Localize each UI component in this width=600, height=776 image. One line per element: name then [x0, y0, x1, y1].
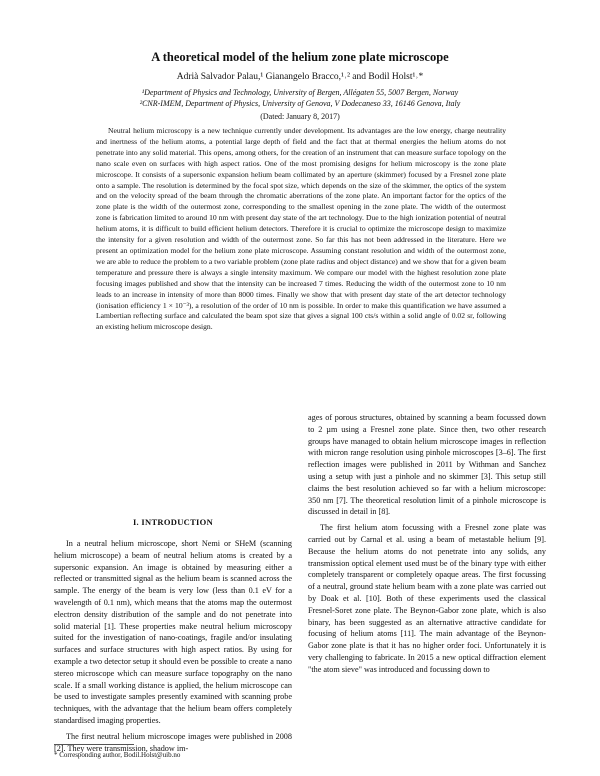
author-list: Adrià Salvador Palau,¹ Gianangelo Bracco,¹˒² and Bodil Holst¹˒* [176, 72, 424, 82]
paragraph: The first neutral helium microscope images were published in 2008 [2]. They were transmission, shadow im- [54, 731, 292, 753]
abstract: Neutral helium microscopy is a new technique currently under development. Its advantages are the low energy, charge neutrality and inertness of the helium atoms, a potential large depth of field and the fact that at thermal energies the helium atoms do not penetrate into any solid material. This opens, among others, for the creation of an instrument that can measure surface topology on the nano scale even on surfaces with high aspect ratios. One of the most promising designs for helium microscopy is the zone plate microscope. It consists of a supersonic expansion helium beam collimated by an aperture (skimmer) focused by a Fresnel zone plate onto a sample. The resolution is determined by the focal spot size, which depends on the size of the skimmer, the optics of the system and on the velocity spread of the beam through the chromatic aberrations of the zone plate. An important factor for the optics of the zone plate is the width of the outermost zone, corresponding to the smallest opening in the zone plate. The width of the outermost zone is fabrication limited to around 10 nm with present day state of the art technology. Due to the high ionization potential of neutral helium atoms, it is difficult to build efficient helium detectors. Therefore it is crucial to optimize the microscope design to maximize the intensity for a given resolution and width of the outermost zone. So far this has not been addressed in the literature. Here we present an optimization model for the helium zone plate microscope. Assuming constant resolution and width of the outermost zone, we are able to reduce the problem to a two variable problem (zone plate radius and object distance) and we show that for a given beam temperature and pressure there is always a single intensity maximum. We compare our model with the highest resolution zone plate focusing images published and show that the intensity can be increased 7 times. Reducing the width of the outermost zone to 10 nm leads to an increase in intensity of more than 8000 times. Finally we show that with present day state of the art detector technology (ionisation efficiency 1 × 10⁻³), a resolution of the order of 10 nm is possible. In order to make this quantification we have assumed a Lambertian reflecting surface and calculated the beam spot size that gives a signal 100 cts/s within a solid angle of 0.02 sr, following an existing helium microscope design. [96, 126, 506, 332]
paragraph: ages of porous structures, obtained by scanning a beam focussed down to 2 µm using a Fresnel zone plate. Since then, two other research groups have managed to obtain helium microscope images in reflection with micron range resolution using pinhole microscopes [3–6]. The first reflection images were published in 2011 by Withman and Sanchez using a setup with just a pinhole and no skimmer [3]. This setup still claims the best resolution achieved so far with a helium microscope: 350 nm [7]. The theoretical resolution limit of a pinhole microscope is discussed in detail in [8]. [308, 413, 546, 517]
footnote-corresponding-author: * Corresponding author, Bodil.Holst@uib.no [54, 751, 181, 759]
section-heading-introduction: I. INTRODUCTION [132, 517, 214, 527]
paragraph: The first helium atom focussing with a Fresnel zone plate was carried out by Carnal et al. using a beam of metastable helium [9]. Because the helium atoms do not penetrate into any solids, any transmission optical element used must be of the binary type with either completely transparent or completely opaque areas. The first focussing of a neutral, ground state helium beam with a zone plate was carried out by Doak et al. [10]. Both of these experiments used the classical Fresnel-Soret zone plate. The Beynon-Gabor zone plate, which is also binary, has been suggested as an alternative attractive candidate for focusing of helium atoms [11]. The main advantage of the Beynon-Gabor zone plate is that it has no higher order foci. Unfortunately it is very challenging to fabricate. In 2015 a new optical diffraction element "the atom sieve" was introduced and focussing down to [308, 523, 546, 674]
footnote-rule [54, 744, 134, 745]
paragraph: In a neutral helium microscope, short Nemi or SHeM (scanning helium microscope) a beam of neutral helium atoms is created by a supersonic expansion. An image is obtained by measuring either a reflected or transmitted signal as the helium beam is scanned across the sample. The energy of the beam is very low (less than 0.1 eV for a wavelength of 0.1 nm), which means that the atoms map the outermost electron density distribution of the sample and do not penetrate into solid material [1]. These properties make neutral helium microscopy suited for the investigation of nano-coatings, fragile and/or insulating surfaces and surface structures with high aspect ratios. By using for example a two detector setup it should even be possible to create a nano stereo microscope which can measure surface topography on the nano scale. If a small working distance is applied, the helium microscope can be used to investigate samples presently examined with scanning probe techniques, with the advantage that the helium beam offers completely standardised imaging properties. [54, 539, 292, 725]
affiliation-2: ²CNR-IMEM, Department of Physics, University of Genova, V Dodecaneso 33, 16146 Genova, Italy [139, 99, 461, 108]
dated-line: (Dated: January 8, 2017) [260, 112, 340, 121]
left-column [54, 538, 292, 758]
right-column [308, 412, 546, 680]
paper-title: A theoretical model of the helium zone plate microscope [151, 50, 449, 64]
affiliation-1: ¹Department of Physics and Technology, University of Bergen, Allégaten 55, 5007 Bergen, Norway [141, 88, 459, 97]
